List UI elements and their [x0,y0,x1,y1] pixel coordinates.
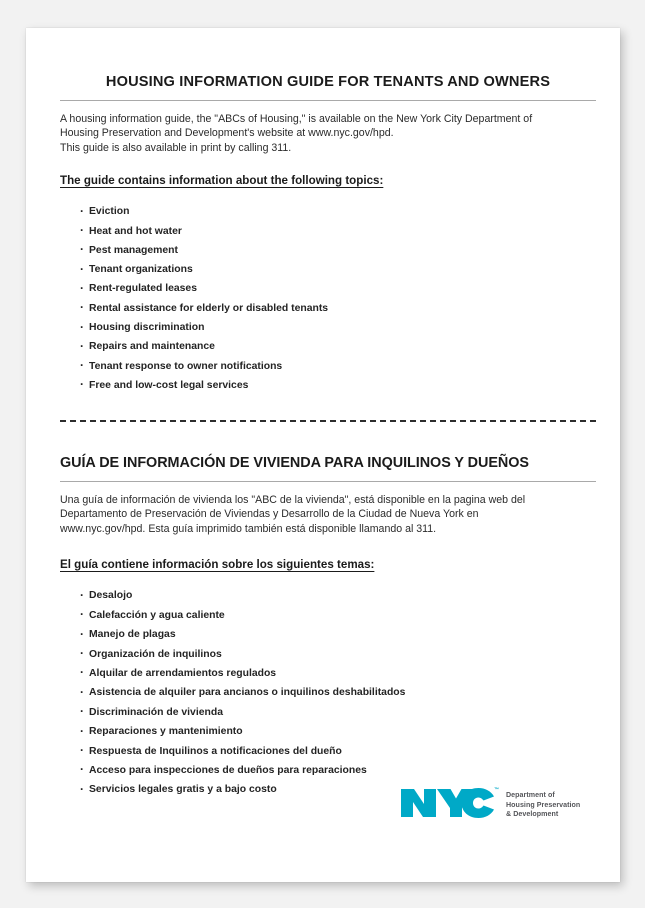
list-item: · Discriminación de vivienda [80,703,596,722]
document-page [26,28,620,882]
agency-line-2: Housing Preservation [506,800,581,809]
list-item: · Respuesta de Inquilinos a notificaciones del dueño [80,742,596,761]
footer-agency-logo [400,786,580,825]
intro-paragraph-english [60,101,596,156]
list-item: · Calefacción y agua caliente [80,606,596,625]
subheading-english: The guide contains information about the following topics: [60,174,384,188]
intro-line-1: Una guía de información de vivienda los "ABC de la vivienda", está disponible en la pagina web del [60,493,526,506]
list-item: · Alquilar de arrendamientos regulados [80,664,596,683]
agency-line-1: Department of [506,791,555,800]
list-item: · Eviction [80,202,596,221]
intro-paragraph-spanish [60,482,596,537]
subheading-spanish: El guía contiene información sobre los siguientes temas: [60,558,375,572]
document-content [60,28,596,882]
intro-line-2: Departamento de Preservación de Viviendas y Desarrollo de la Ciudad de Nueva York en [60,508,479,521]
intro-line-2: Housing Preservation and Development's website at www.nyc.gov/hpd. [60,127,394,140]
list-item: · Servicios legales gratis y a bajo costo [80,780,596,799]
intro-line-3: www.nyc.gov/hpd. Esta guía imprimido también está disponible llamando al 311. [60,522,437,535]
list-item: · Free and low-cost legal services [80,376,596,395]
subheading-row-english [60,155,596,189]
agency-name [506,791,580,820]
topic-list-english [60,189,596,395]
list-item: · Reparaciones y mantenimiento [80,722,596,741]
trademark-symbol: ™ [494,787,499,793]
list-item: · Pest management [80,241,596,260]
list-item: · Desalojo [80,586,596,605]
intro-line-1: A housing information guide, the "ABCs of Housing," is available on the New York City Department of [60,112,533,125]
list-item: · Rental assistance for elderly or disabled tenants [80,299,596,318]
subheading-row-spanish [60,536,596,573]
list-item: · Housing discrimination [80,318,596,337]
nyc-logo-icon [400,786,499,825]
list-item: · Asistencia de alquiler para ancianos o inquilinos deshabilitados [80,683,596,702]
spanish-section [60,422,596,800]
list-item: · Tenant response to owner notifications [80,357,596,376]
list-item: · Manejo de plagas [80,625,596,644]
list-item: · Acceso para inspecciones de dueños para reparaciones [80,761,596,780]
list-item: · Tenant organizations [80,260,596,279]
page-title-english: HOUSING INFORMATION GUIDE FOR TENANTS AND OWNERS [105,74,551,90]
english-section [60,28,596,395]
list-item: · Organización de inquilinos [80,645,596,664]
page-title-spanish: GUÍA DE INFORMACIÓN DE VIVIENDA PARA INQUILINOS Y DUEÑOS [60,455,529,472]
list-item: · Repairs and maintenance [80,337,596,356]
list-item: · Heat and hot water [80,222,596,241]
list-item: · Rent-regulated leases [80,279,596,298]
topic-list-spanish [60,573,596,799]
intro-line-3: This guide is also available in print by calling 311. [60,141,292,154]
agency-line-3: & Development [506,810,559,819]
